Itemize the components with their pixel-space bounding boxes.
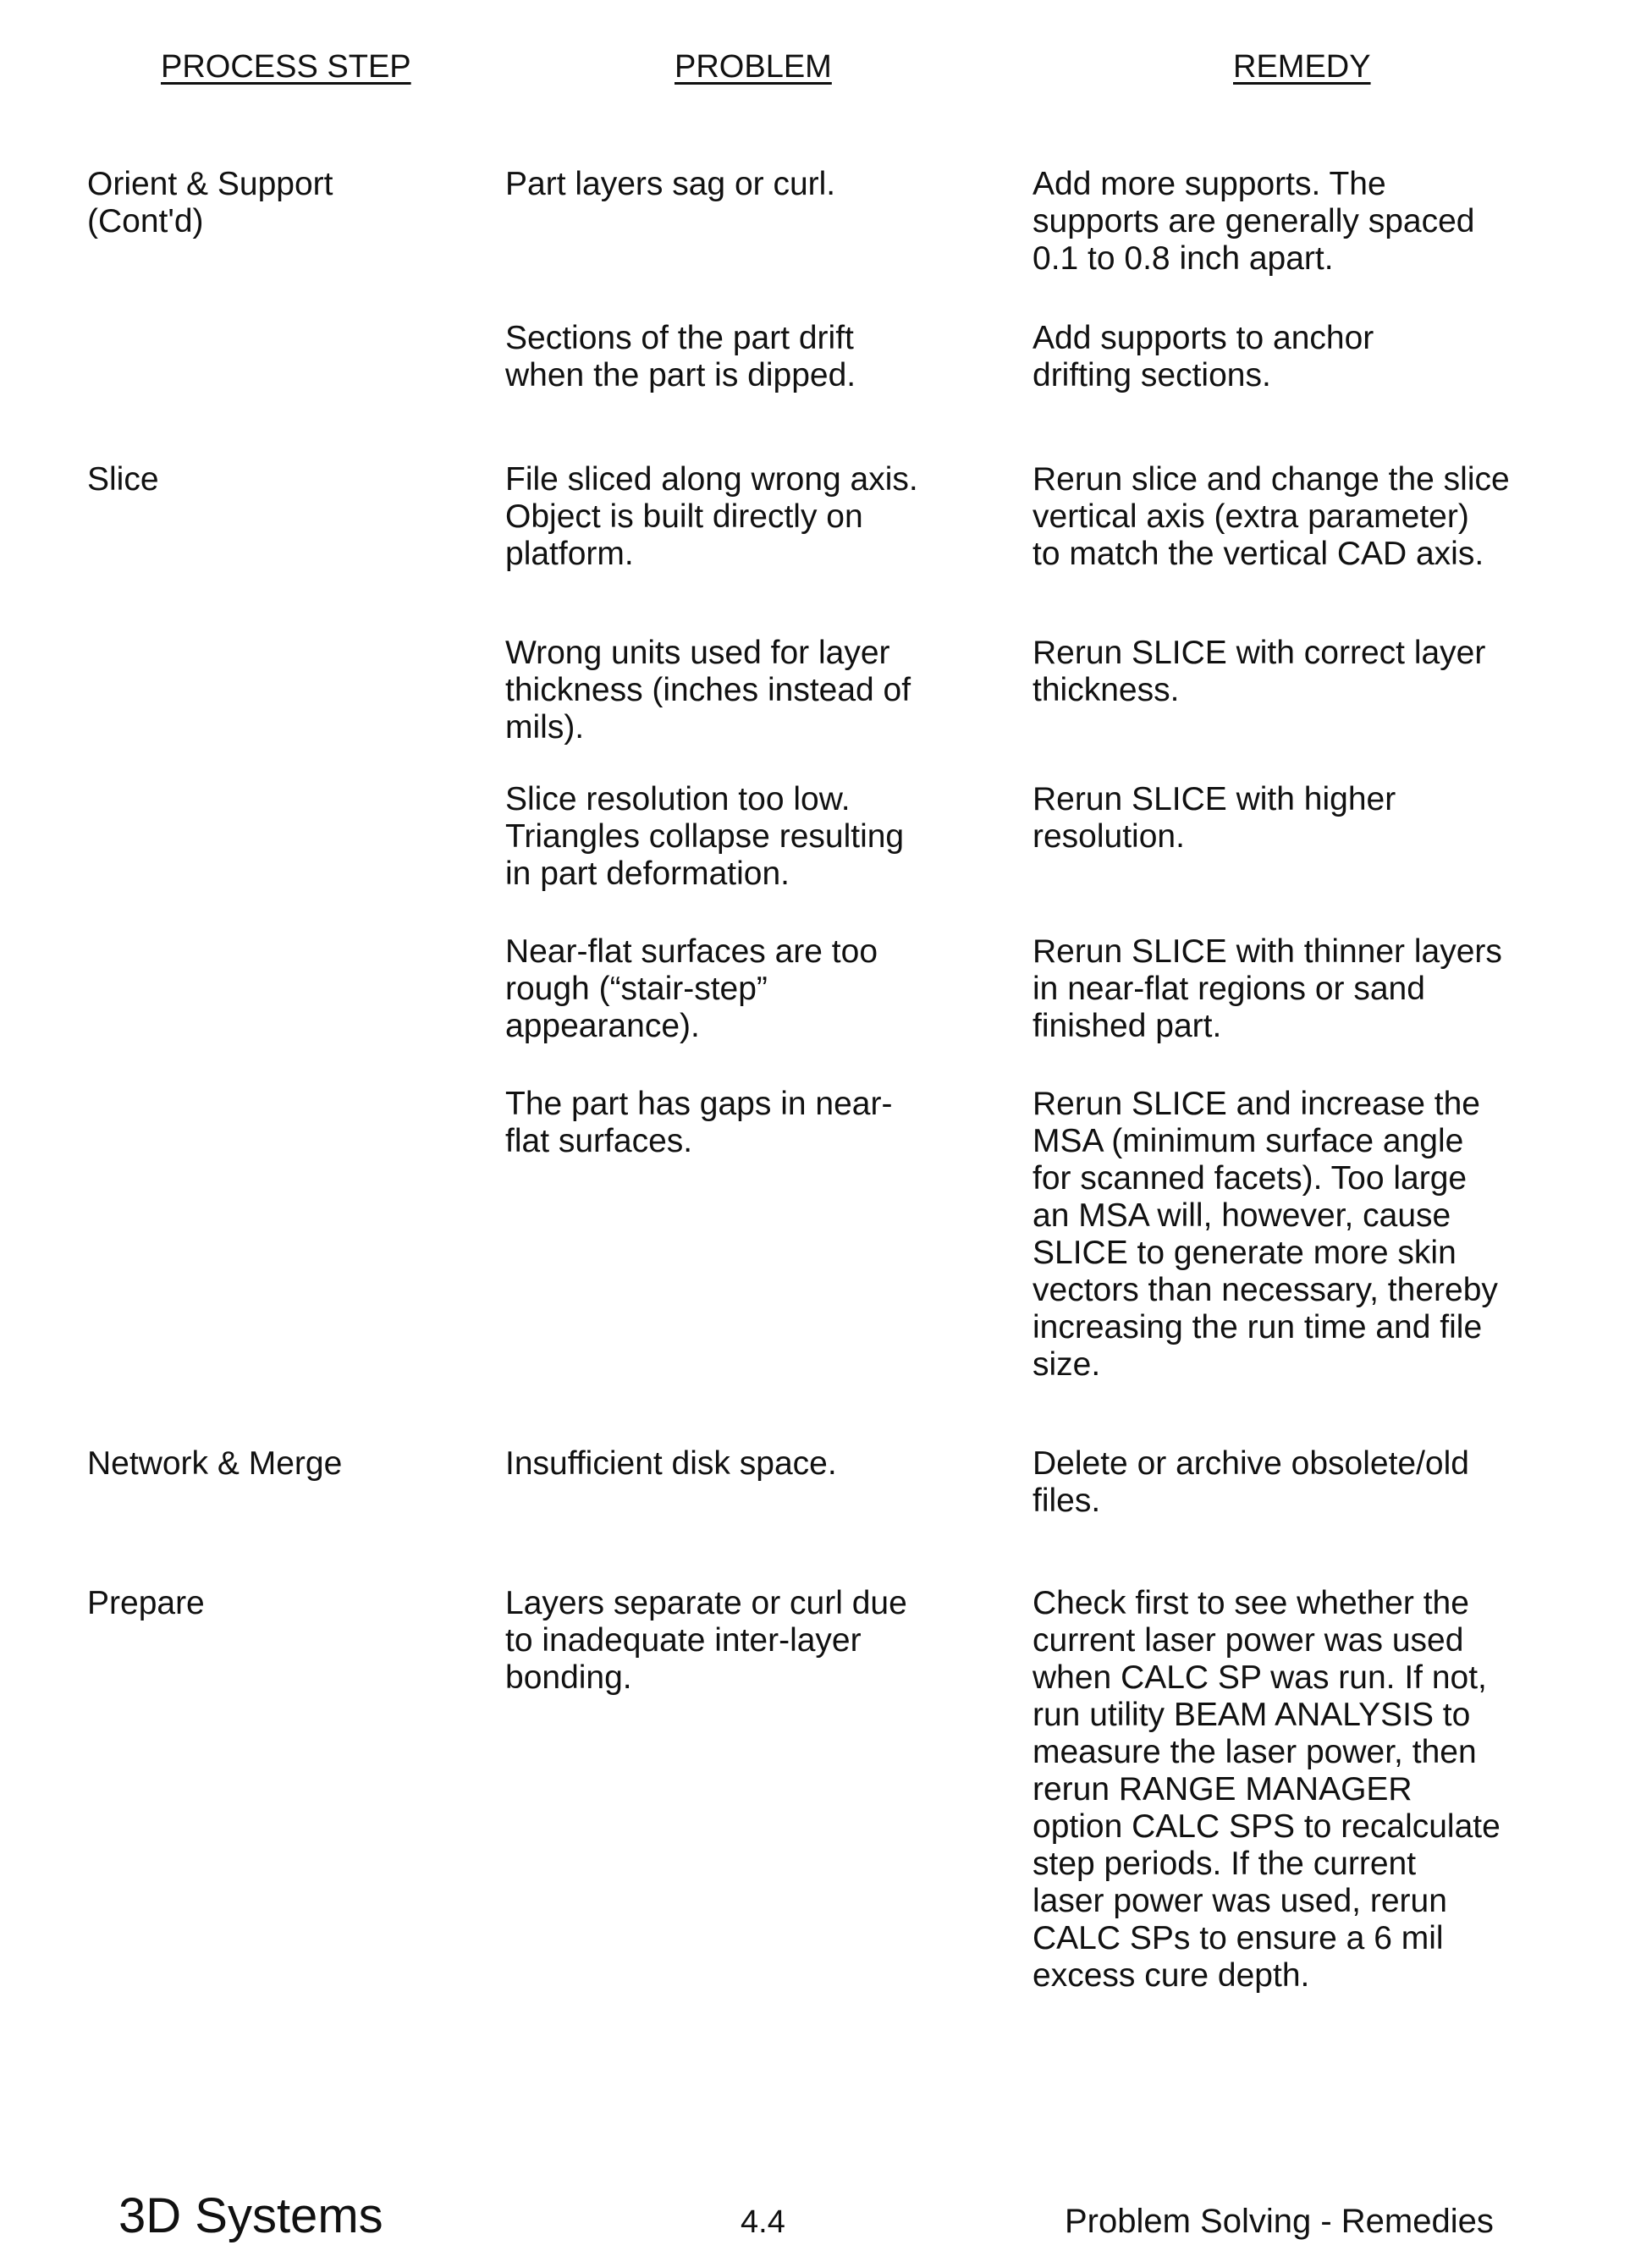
remedy: Rerun SLICE with thinner layers in near-flat regions or sand finished part. [1032,933,1625,1045]
problem: Slice resolution too low. Triangles collapse resulting in part deformation. [505,781,996,893]
remedy: Add supports to anchor drifting sections. [1032,320,1625,394]
process-step: Slice [87,461,460,498]
problem: Layers separate or curl due to inadequate inter-layer bonding. [505,1585,996,1697]
process-step: Network & Merge [87,1445,460,1483]
problem: Sections of the part drift when the part is dipped. [505,320,996,394]
process-step: Orient & Support (Cont'd) [87,166,460,240]
problem: The part has gaps in near- flat surfaces. [505,1086,996,1160]
header-remedy: REMEDY [1233,49,1371,85]
company-name: 3D Systems [118,2187,383,2244]
section-title: Problem Solving - Remedies [1065,2203,1494,2241]
problem: Insufficient disk space. [505,1445,996,1483]
remedy: Rerun SLICE with correct layer thickness. [1032,635,1625,709]
remedy: Add more supports. The supports are generally spaced 0.1 to 0.8 inch apart. [1032,166,1625,278]
remedy: Delete or archive obsolete/old files. [1032,1445,1625,1520]
problem: Near-flat surfaces are too rough (“stair-step” appearance). [505,933,996,1045]
remedy: Check first to see whether the current laser power was used when CALC SP was run. If not, run utility BEAM ANALYSIS to measure the laser power, then rerun RANGE MANAGER option CALC SPS to recalculate step periods. If the current laser power was used, rerun CALC SPs to ensure a 6 mil excess cure depth. [1032,1585,1625,1995]
process-step: Prepare [87,1585,460,1622]
problem: File sliced along wrong axis. Object is built directly on platform. [505,461,996,573]
page-number: 4.4 [741,2204,785,2241]
header-problem: PROBLEM [675,49,832,85]
remedy: Rerun slice and change the slice vertical axis (extra parameter) to match the vertical CAD axis. [1032,461,1625,573]
remedy: Rerun SLICE and increase the MSA (minimum surface angle for scanned facets). Too large an MSA will, however, cause SLICE to generate more skin vectors than necessary, thereby increasing the run time and file size. [1032,1086,1625,1384]
header-process-step: PROCESS STEP [161,49,411,85]
problem: Wrong units used for layer thickness (inches instead of mils). [505,635,996,746]
problem: Part layers sag or curl. [505,166,996,203]
remedy: Rerun SLICE with higher resolution. [1032,781,1625,856]
